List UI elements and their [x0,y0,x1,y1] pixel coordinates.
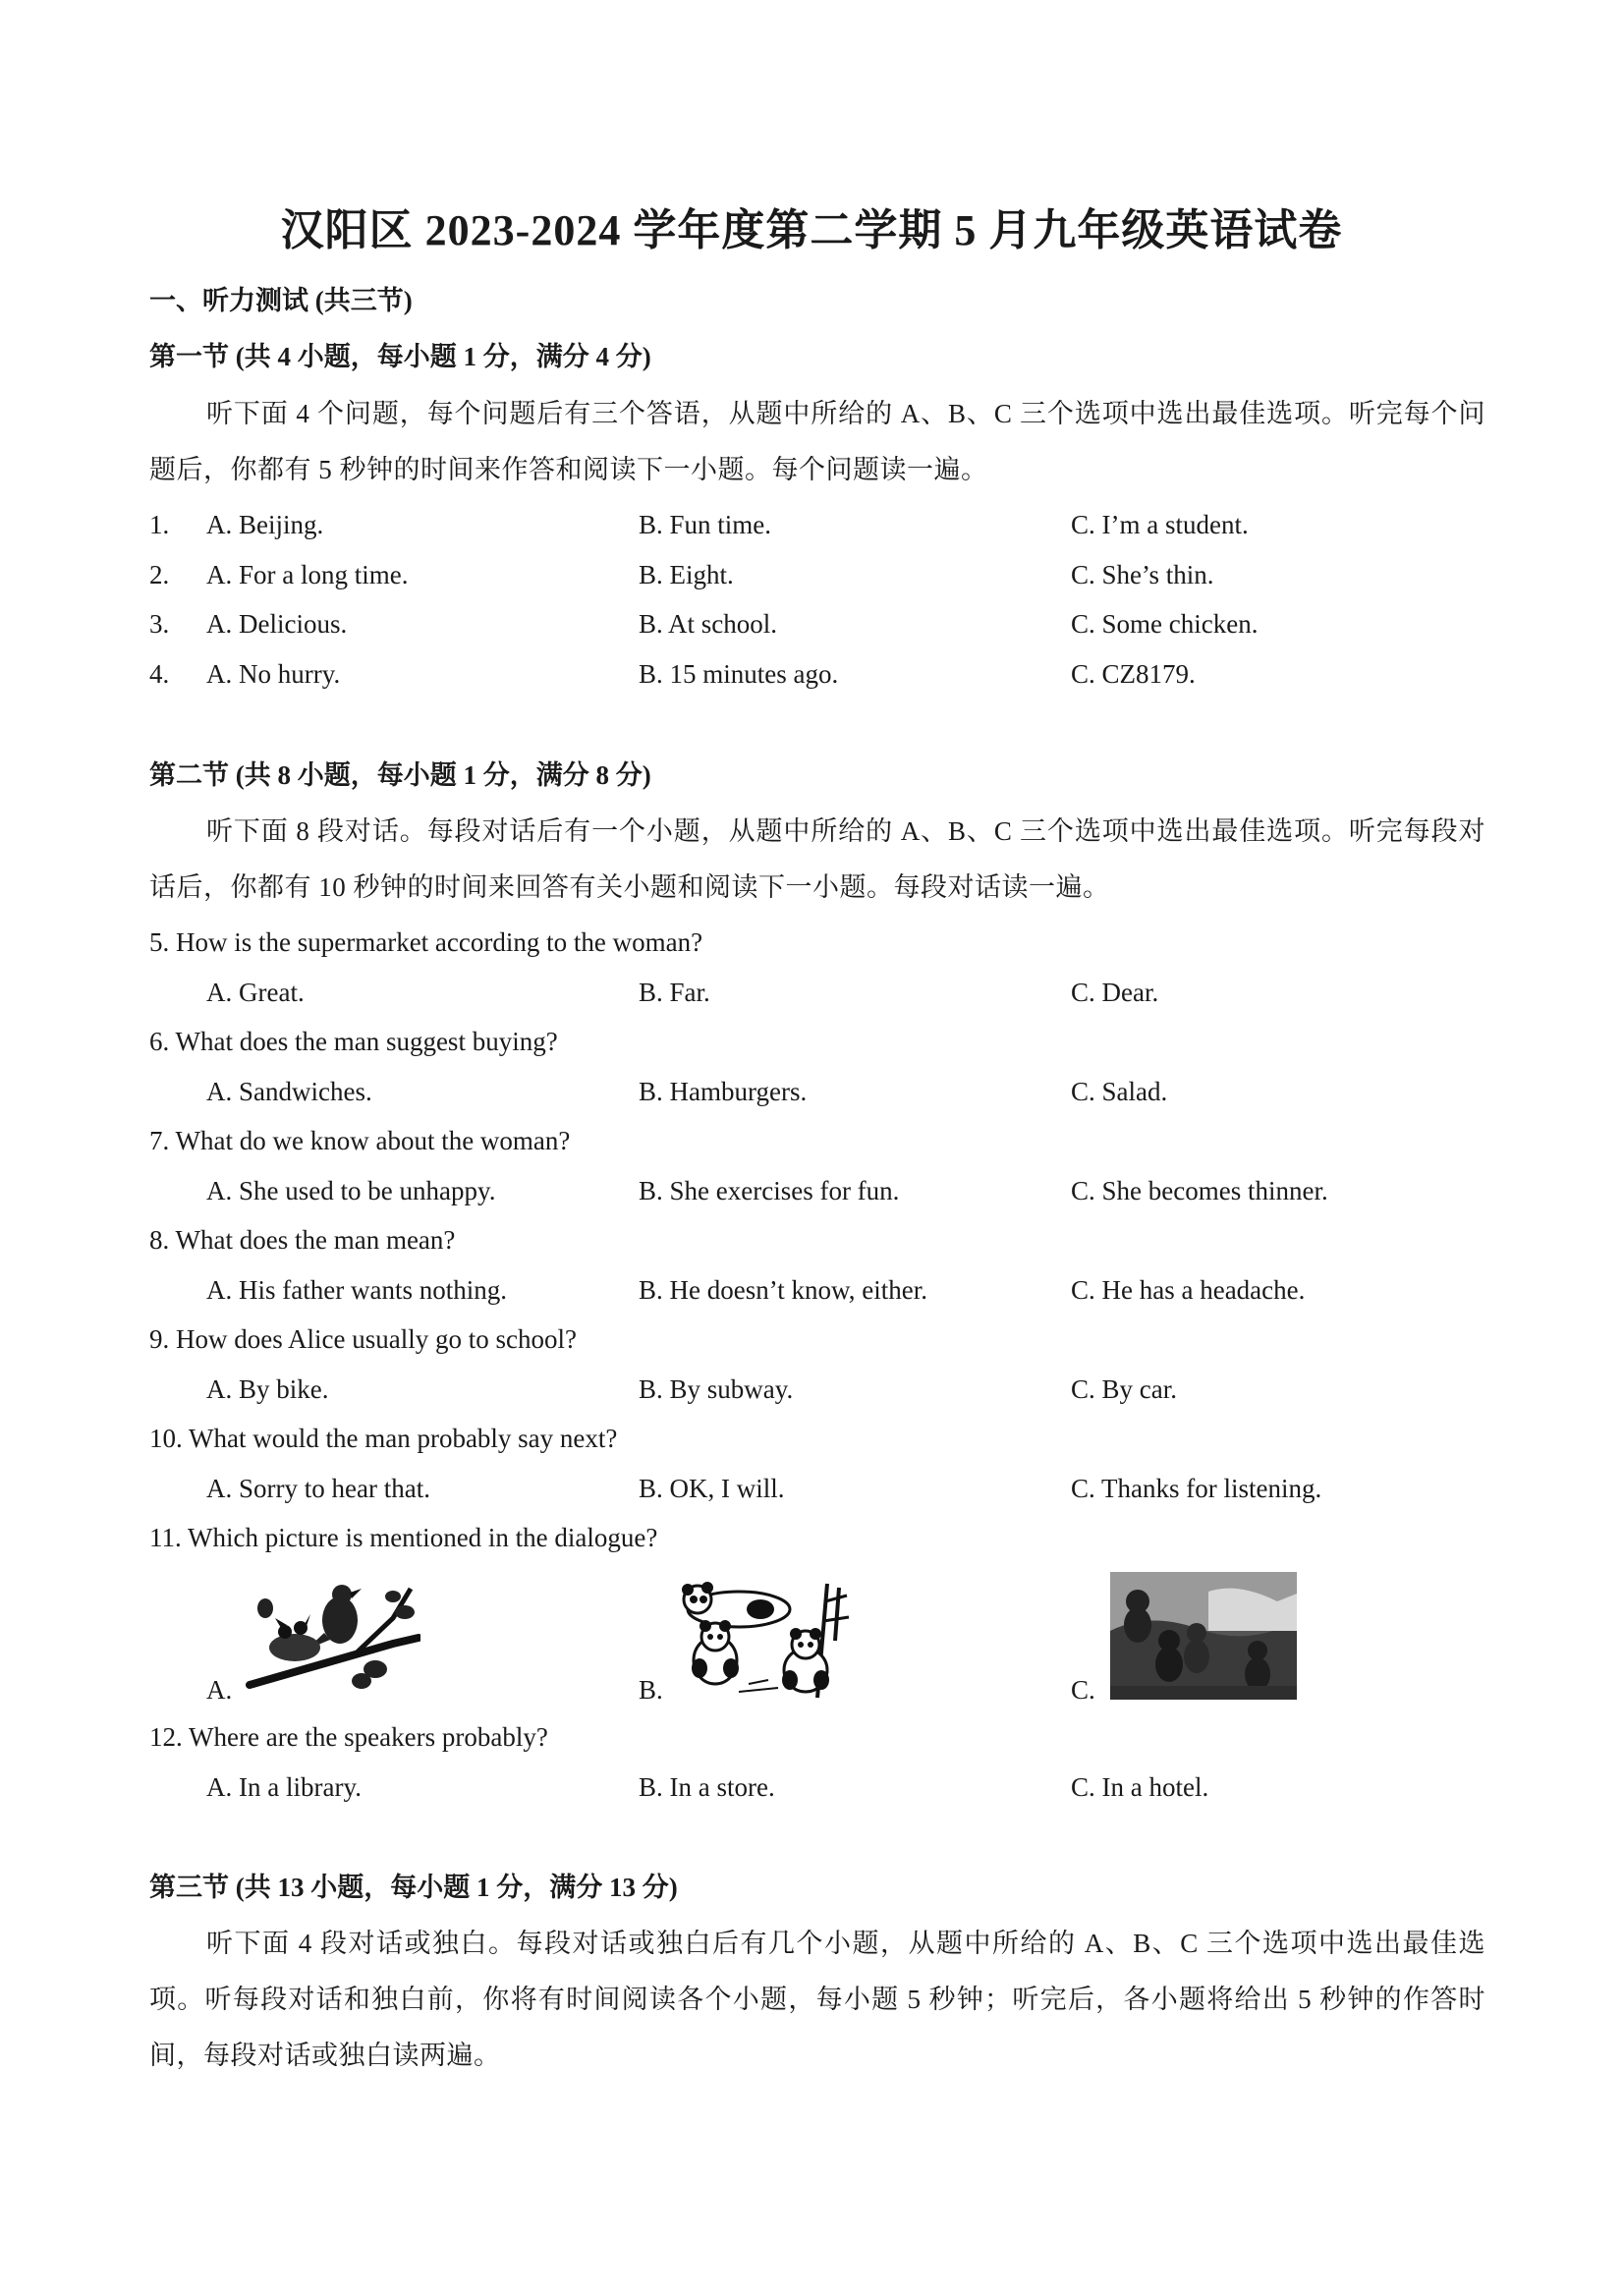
option-c: C. Dear. [1071,978,1159,1007]
option-b: B. By subway. [639,1374,794,1404]
option-b: B. Hamburgers. [639,1077,808,1106]
monkeys-photo-icon [1110,1572,1297,1700]
option-b: B. Eight. [639,560,734,589]
option-a: A. No hurry. [206,659,341,689]
birds-on-branch-icon-drawing [250,1585,419,1689]
option-a: A. Delicious. [206,609,348,639]
option-a: A. Great. [206,978,305,1007]
question-text: 12. Where are the speakers probably? [149,1722,548,1752]
question-text: 9. How does Alice usually go to school? [149,1324,577,1354]
section3-instructions: 听下面 4 段对话或独白。每段对话或独白后有几个小题，从题中所给的 A、B、C 三个选项中选出最佳选项。听每段对话和独白前，你将有时间阅读各个小题，每小题 5 秒钟；听完后，各小题将给出 5 秒钟的作答时间，每段对话或独白读两遍。 [149,1929,1485,2070]
option-c: C. Some chicken. [1071,609,1259,639]
option-a: A. She used to be unhappy. [206,1176,496,1205]
option-c: C. She’s thin. [1071,560,1214,589]
monkeys-photo-icon-drawing [1110,1572,1297,1700]
option-b: B. In a store. [639,1772,775,1802]
pandas-icon-drawing [682,1582,849,1698]
option-c: C. By car. [1071,1374,1177,1404]
question-text: 10. What would the man probably say next? [149,1424,618,1453]
item-number: 3. [149,609,170,639]
option-a: A. Beijing. [206,510,324,539]
pandas-icon [680,1582,853,1698]
option-c: C. Salad. [1071,1077,1168,1106]
section1-heading: 第一节 (共 4 小题，每小题 1 分，满分 4 分) [149,342,651,371]
option-a: A. Sorry to hear that. [206,1474,430,1503]
option-a: A. In a library. [206,1772,362,1802]
section1-instructions: 听下面 4 个问题，每个问题后有三个答语，从题中所给的 A、B、C 三个选项中选出最佳选项。听完每个问题后，你都有 5 秒钟的时间来作答和阅读下一小题。每个问题读一遍。 [149,399,1485,484]
question-text: 6. What does the man suggest buying? [149,1027,558,1056]
question-text: 11. Which picture is mentioned in the dialogue? [149,1523,658,1552]
option-a: A. By bike. [206,1374,329,1404]
part-heading: 一、听力测试 (共三节) [149,286,413,315]
option-a: A. Sandwiches. [206,1077,372,1106]
option-b: B. Far. [639,978,710,1007]
option-b: B. He doesn’t know, either. [639,1275,927,1305]
option-a: A. For a long time. [206,560,409,589]
option-c: C. Thanks for listening. [1071,1474,1322,1503]
item-number: 1. [149,510,170,539]
question-text: 8. What does the man mean? [149,1225,456,1255]
option-b: B. [639,1675,663,1705]
option-b: B. She exercises for fun. [639,1176,900,1205]
option-c: C. He has a headache. [1071,1275,1306,1305]
item-number: 2. [149,560,170,589]
section3-heading: 第三节 (共 13 小题，每小题 1 分，满分 13 分) [149,1873,678,1902]
birds-on-branch-icon [246,1579,420,1695]
question-text: 7. What do we know about the woman? [149,1126,571,1155]
option-b: B. 15 minutes ago. [639,659,839,689]
question-text: 5. How is the supermarket according to the woman? [149,927,703,957]
option-a: A. His father wants nothing. [206,1275,507,1305]
section2-heading: 第二节 (共 8 小题，每小题 1 分，满分 8 分) [149,760,651,790]
item-number: 4. [149,659,170,689]
option-b: B. At school. [639,609,778,639]
option-c: C. [1071,1675,1095,1705]
option-b: B. OK, I will. [639,1474,785,1503]
option-c: C. CZ8179. [1071,659,1196,689]
option-c: C. In a hotel. [1071,1772,1209,1802]
option-c: C. She becomes thinner. [1071,1176,1328,1205]
option-c: C. I’m a student. [1071,510,1249,539]
option-a: A. [206,1675,233,1705]
option-b: B. Fun time. [639,510,772,539]
section2-instructions: 听下面 8 段对话。每段对话后有一个小题，从题中所给的 A、B、C 三个选项中选出最佳选项。听完每段对话后，你都有 10 秒钟的时间来回答有关小题和阅读下一小题。每段对话读一遍。 [149,816,1485,902]
exam-title: 汉阳区 2023-2024 学年度第二学期 5 月九年级英语试卷 [280,206,1343,254]
